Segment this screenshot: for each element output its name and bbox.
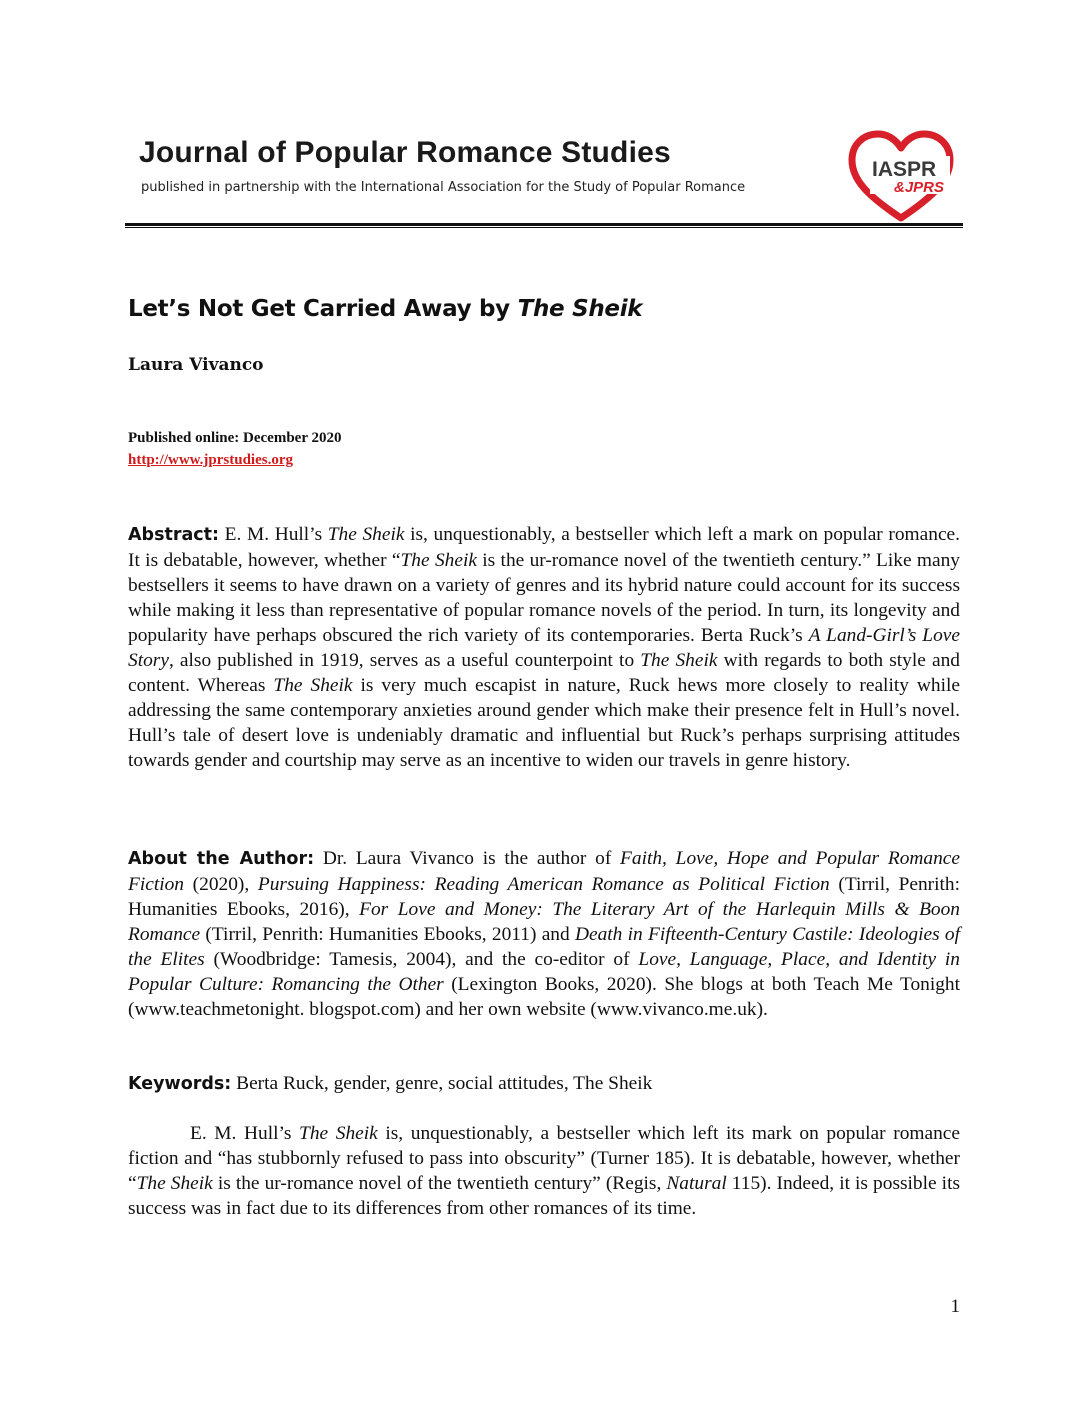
keywords-label: Keywords: xyxy=(128,1074,232,1094)
keywords-list: Berta Ruck, gender, genre, social attitudes, The Sheik xyxy=(231,1073,653,1094)
article-title-plain: Let’s Not Get Carried Away by xyxy=(128,296,518,322)
article-title xyxy=(128,296,642,322)
body-paragraph: E. M. Hull’s The Sheik is, unquestionably, a bestseller which left its mark on popular romance fiction and “has stubbornly refused to pass into obscurity” (Turner 185). It is debatable, however, whether “The Sheik is the ur-romance novel of the twentieth century” (Regis, Natural 115). Indeed, it is possible its success was in fact due to its differences from other romances of its time. xyxy=(128,1123,961,1219)
keywords-paragraph xyxy=(128,1071,960,1097)
iaspr-logo xyxy=(848,130,954,222)
journal-subtitle: published in partnership with the International Association for the Study of Popular Romance xyxy=(141,180,746,195)
logo-main-text: IASPR xyxy=(872,158,937,181)
article-title-italic: The Sheik xyxy=(517,296,643,322)
about-author-label: About the Author: xyxy=(128,849,315,869)
journal-link[interactable]: http://www.jprstudies.org xyxy=(128,452,294,468)
abstract-label: Abstract: xyxy=(128,525,220,545)
published-date: Published online: December 2020 xyxy=(128,430,342,446)
page-number: 1 xyxy=(950,1296,960,1317)
header-divider xyxy=(125,223,963,228)
journal-title: Journal of Popular Romance Studies xyxy=(139,136,671,169)
logo-sub-text: &JPRS xyxy=(894,179,945,196)
heart-icon xyxy=(848,130,954,222)
author-name: Laura Vivanco xyxy=(128,355,264,375)
abstract-paragraph: Abstract: E. M. Hull’s The Sheik is, unquestionably, a bestseller which left a mark on popular romance. It is debatable, however, whether “The Sheik is the ur-romance novel of the twentieth century.” Like many bestsellers it seems to have drawn on a variety of genres and its hybrid nature could account for its success while making it less than representative of popular romance novels of the period. In turn, its longevity and popularity have perhaps obscured the rich variety of its contemporaries. Berta Ruck’s A Land-Girl’s Love Story, also published in 1919, serves as a useful counterpoint to The Sheik with regards to both style and content. Whereas The Sheik is very much escapist in nature, Ruck hews more closely to reality while addressing the same contemporary anxieties around gender which make their presence felt in Hull’s novel. Hull’s tale of desert love is undeniably dramatic and influential but Ruck’s perhaps surprising attitudes towards gender and courtship may serve as an incentive to widen our travels in genre history. xyxy=(128,524,960,771)
about-author-paragraph: About the Author: Dr. Laura Vivanco is the author of Faith, Love, Hope and Popular Romance Fiction (2020), Pursuing Happiness: Reading American Romance as Political Fiction (Tirril, Penrith: Humanities Ebooks, 2016), For Love and Money: The Literary Art of the Harlequin Mills & Boon Romance (Tirril, Penrith: Humanities Ebooks, 2011) and Death in Fifteenth-Century Castile: Ideologies of the Elites (Woodbridge: Tamesis, 2004), and the co-editor of Love, Language, Place, and Identity in Popular Culture: Romancing the Other (Lexington Books, 2020). She blogs at both Teach Me Tonight (www.teachmetonight. blogspot.com) and her own website (www.vivanco.me.uk). xyxy=(128,848,961,1020)
